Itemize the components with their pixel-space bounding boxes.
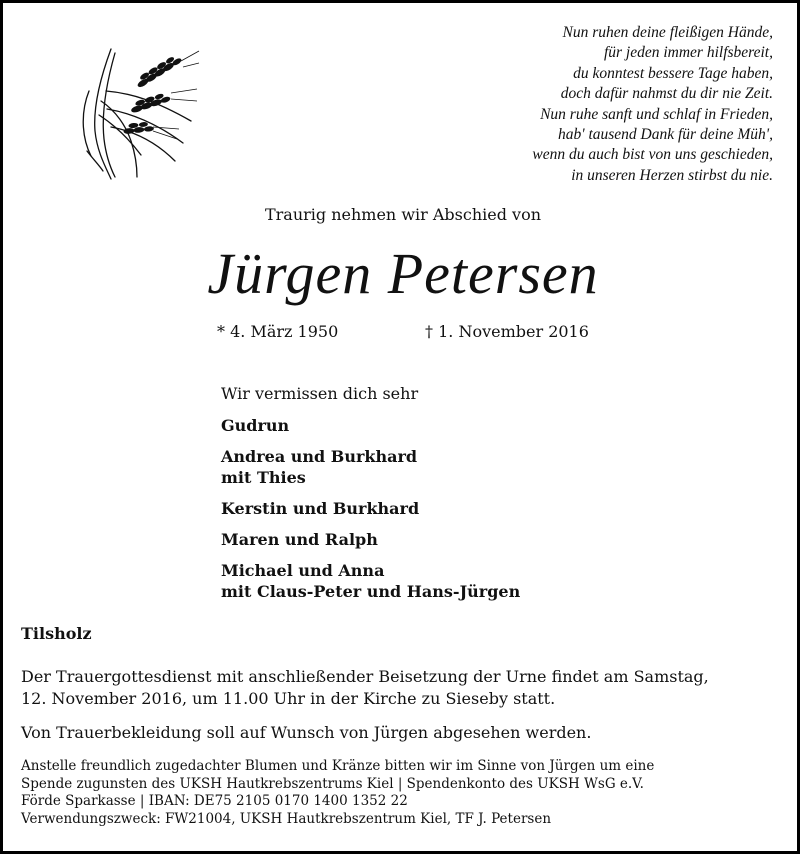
mourner-entry [221, 529, 520, 550]
poem-line: wenn du auch bist von uns geschieden, [532, 146, 773, 164]
place-name: Tilsholz [21, 624, 92, 643]
poem-line: Nun ruhen deine fleißigen Hände, [562, 24, 773, 41]
mourner-entry [221, 446, 520, 488]
poem-line: in unseren Herzen stirbst du nie. [571, 166, 773, 184]
donation-info [21, 758, 791, 828]
mourner-entry [221, 498, 520, 519]
mourner-line: Maren und Ralph [221, 530, 378, 549]
mourner-line: Andrea und Burkhard [221, 447, 418, 466]
mourners-intro: Wir vermissen dich sehr [221, 384, 419, 403]
mourner-line: Gudrun [221, 416, 290, 435]
donation-line: Verwendungszweck: FW21004, UKSH Hautkrebszentrum Kiel, TF J. Petersen [21, 810, 552, 827]
mourner-line: mit Claus-Peter und Hans-Jürgen [221, 582, 521, 601]
poem-line: doch dafür nahmst du dir nie Zeit. [560, 85, 773, 103]
deceased-name: Jürgen Petersen [207, 241, 599, 306]
mourner-entry [221, 415, 520, 436]
death-date: † 1. November 2016 [425, 322, 589, 341]
farewell-intro: Traurig nehmen wir Abschied von [264, 205, 542, 224]
poem-line: du konntest bessere Tage haben, [573, 64, 773, 82]
birth-date: * 4. März 1950 [217, 322, 339, 341]
donation-line: Förde Sparkasse | IBAN: DE75 2105 0170 1400 1352 22 [21, 793, 408, 809]
mourner-line: mit Thies [221, 468, 306, 487]
mourning-dress-note: Von Trauerbekleidung soll auf Wunsch von Jürgen abgesehen werden. [21, 723, 592, 742]
donation-line: Anstelle freundlich zugedachter Blumen und Kränze bitten wir im Sinne von Jürgen um eine [21, 758, 655, 774]
poem [373, 23, 773, 186]
poem-line: Nun ruhe sanft und schlaf in Frieden, [540, 105, 773, 123]
service-line: 12. November 2016, um 11.00 Uhr in der Kirche zu Sieseby statt. [21, 689, 556, 708]
donation-line: Spende zugunsten des UKSH Hautkrebszentrums Kiel | Spendenkonto des UKSH WsG e.V. [21, 775, 644, 792]
wheat-ears-icon [71, 31, 201, 181]
poem-line: für jeden immer hilfsbereit, [603, 44, 773, 62]
mourner-line: Kerstin und Burkhard [221, 499, 420, 518]
mourners-list [221, 415, 520, 612]
service-info [21, 666, 781, 710]
mourner-line: Michael und Anna [221, 561, 385, 580]
service-line: Der Trauergottesdienst mit anschließender Beisetzung der Urne findet am Samstag, [21, 667, 709, 686]
mourner-entry [221, 560, 520, 602]
poem-line: hab' tausend Dank für deine Müh', [558, 126, 773, 144]
